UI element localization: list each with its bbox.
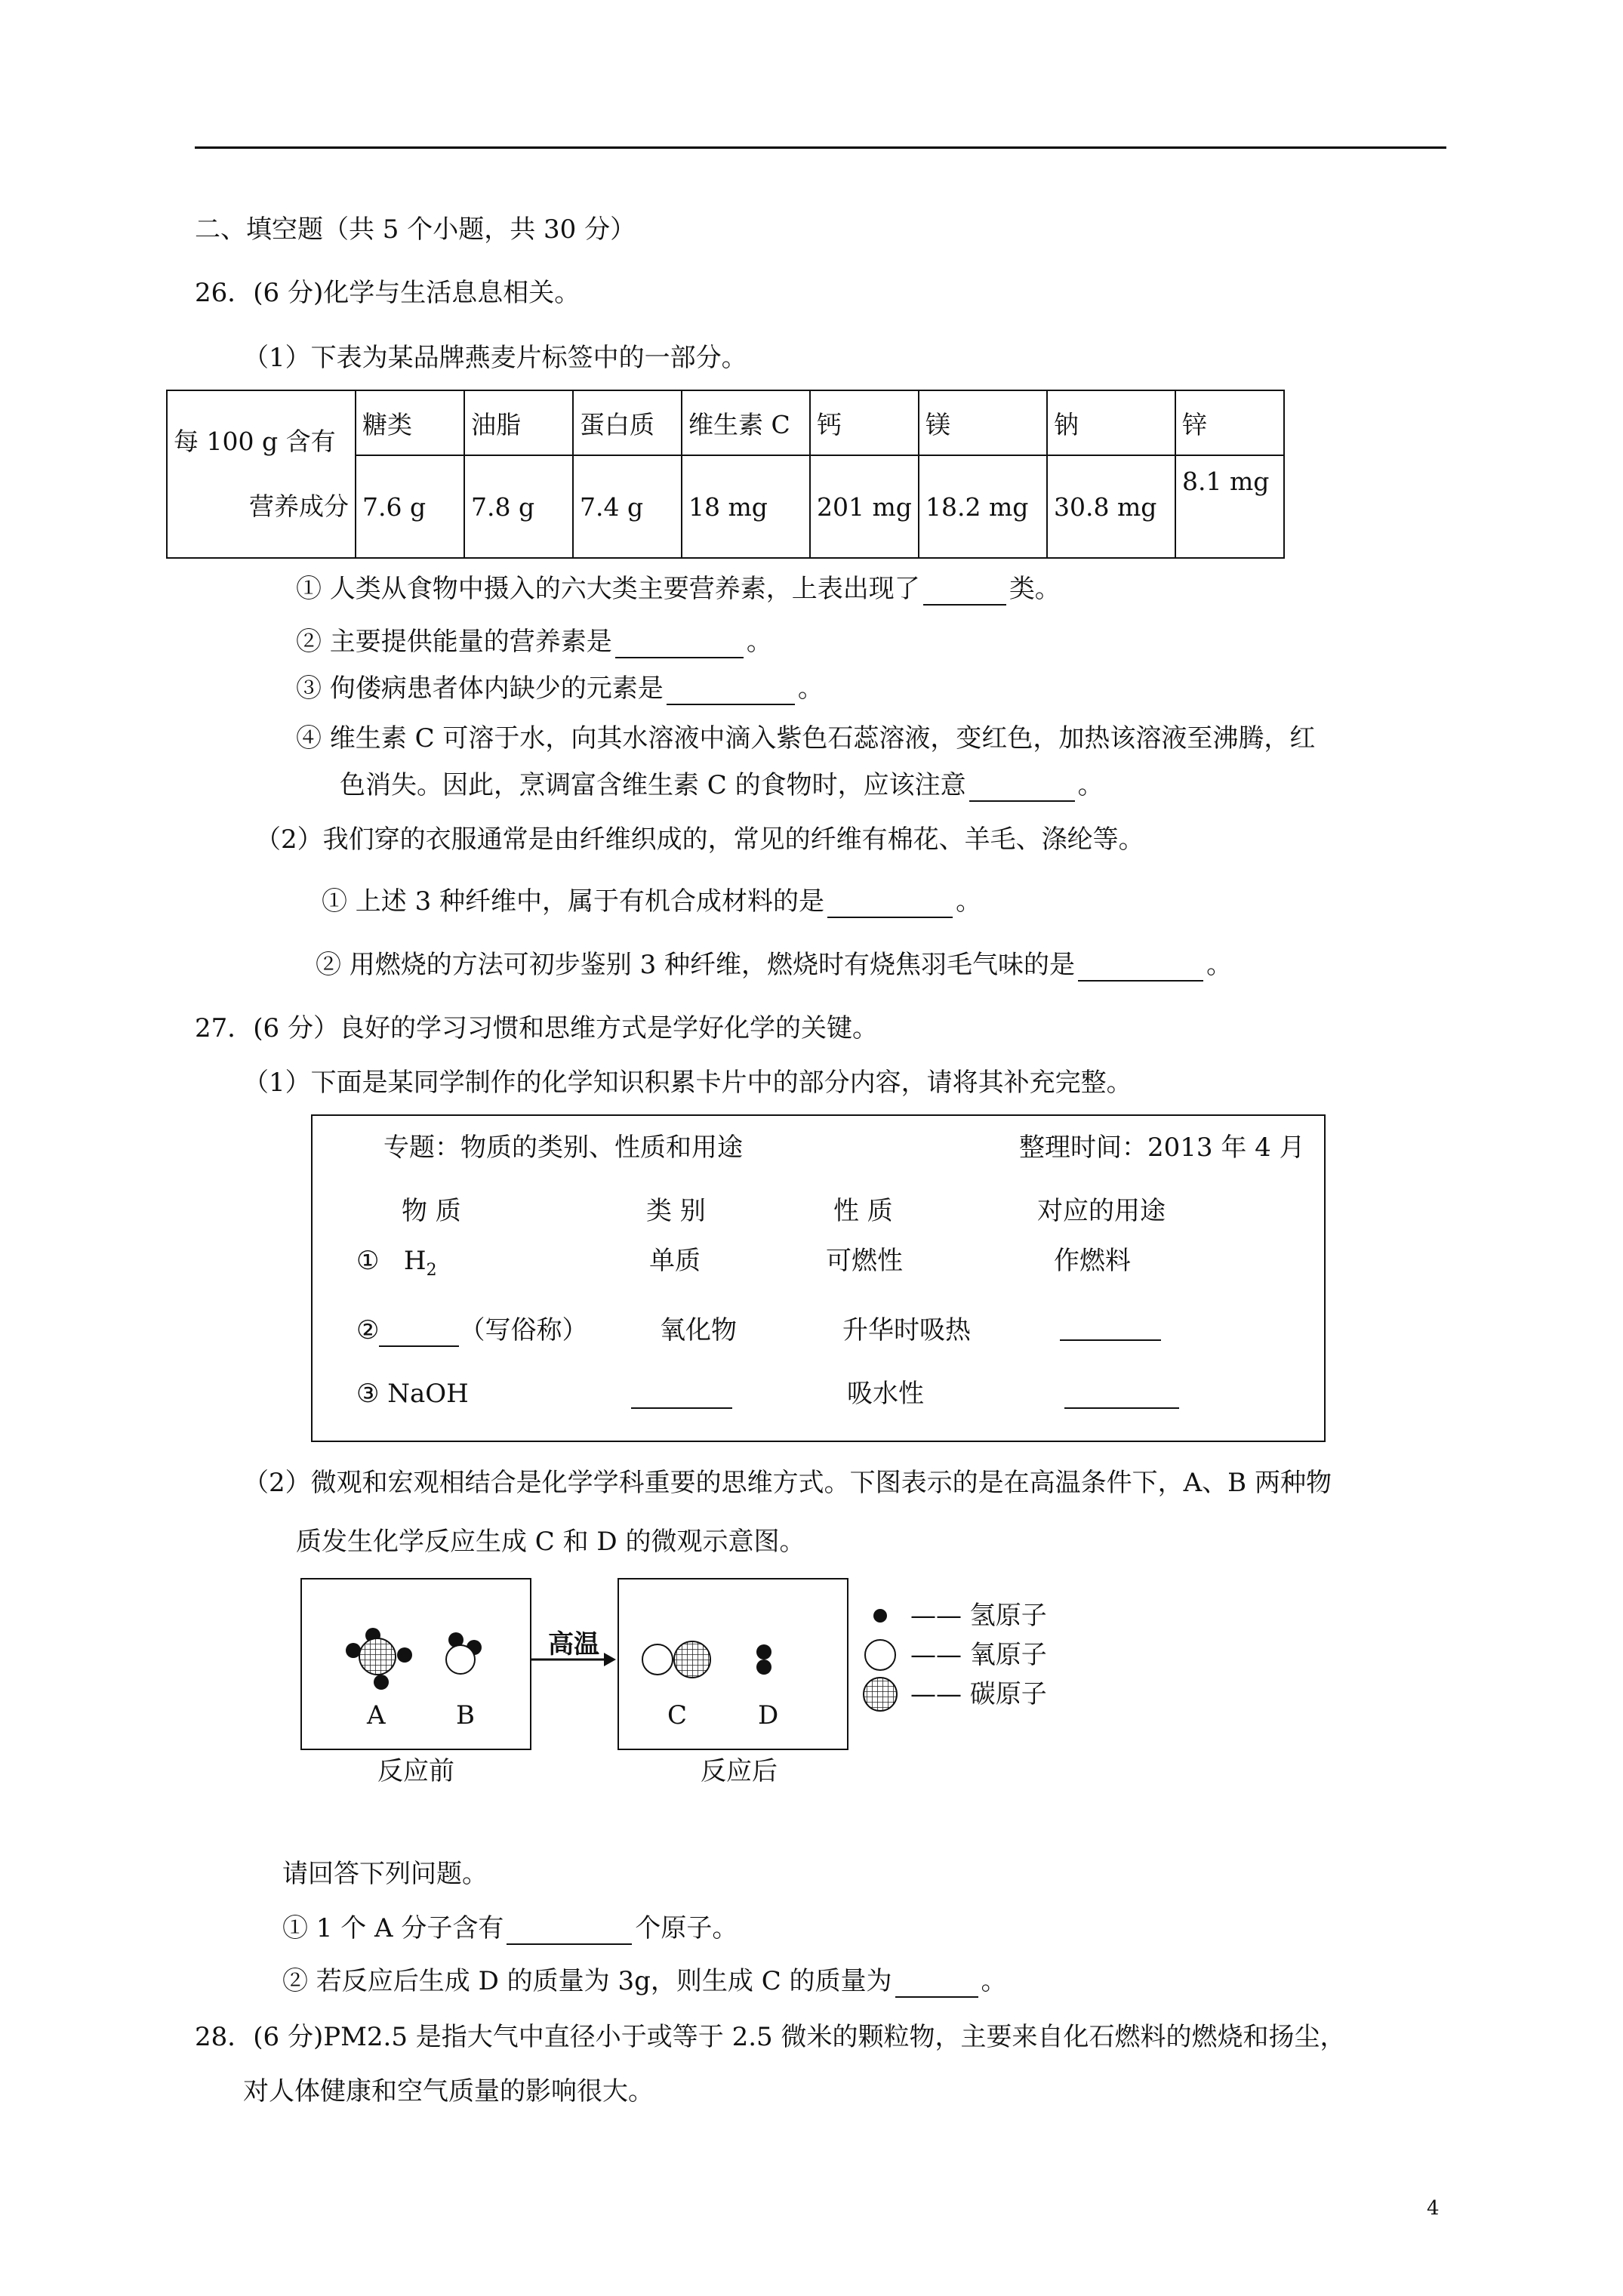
- molecule-b-icon: [446, 1632, 482, 1674]
- q27-item2-tail: 。: [981, 1966, 1007, 1996]
- header-cell: 维生素 C: [682, 390, 810, 455]
- q27-part2-line1: （2）微观和宏观相结合是化学学科重要的思维方式。下图表示的是在高温条件下，A、B 两种物: [243, 1468, 1332, 1498]
- header-cell: 钠: [1047, 390, 1175, 455]
- value-cell: 7.4 g: [573, 455, 682, 558]
- q27-item1-tail: 个原子。: [635, 1913, 738, 1943]
- q26-part2-item1-tail: 。: [956, 886, 982, 917]
- caption-before: 反应前: [377, 1756, 454, 1786]
- molecule-c-icon: [642, 1641, 710, 1678]
- col-category: 类 别: [646, 1196, 706, 1226]
- legend-oxygen: —— 氧原子: [910, 1640, 1047, 1670]
- q26-stem: 26．(6 分)化学与生活息息相关。: [195, 278, 581, 308]
- q27-part2-line2: 质发生化学反应生成 C 和 D 的微观示意图。: [296, 1527, 805, 1557]
- q26-part1: （1）下表为某品牌燕麦片标签中的一部分。: [243, 343, 747, 373]
- page-number: 4: [1427, 2197, 1440, 2220]
- value-cell: 18 mg: [682, 455, 810, 558]
- value-cell: 7.6 g: [356, 455, 464, 558]
- value-cell: 201 mg: [810, 455, 919, 558]
- header-cell: 锌: [1175, 390, 1284, 455]
- q27-item1-text: ① 1 个 A 分子含有: [282, 1913, 504, 1943]
- arrow-label: 高温: [548, 1629, 599, 1660]
- col-property: 性 质: [833, 1196, 893, 1226]
- row3-property: 吸水性: [847, 1379, 924, 1409]
- row2-note: （写俗称）: [459, 1315, 588, 1345]
- row1-property: 可燃性: [826, 1246, 903, 1276]
- header-cell: 蛋白质: [573, 390, 682, 455]
- answer-blank[interactable]: [895, 1971, 978, 1998]
- row2-category: 氧化物: [660, 1315, 737, 1345]
- q28-line2: 对人体健康和空气质量的影响很大。: [243, 2076, 654, 2106]
- answer-blank[interactable]: [507, 1918, 632, 1945]
- row1-formula: H: [403, 1246, 427, 1276]
- label-b: B: [456, 1700, 475, 1730]
- q26-item1-text: ① 人类从食物中摄入的六大类主要营养素，上表出现了: [296, 574, 920, 604]
- row1-category: 单质: [649, 1246, 701, 1276]
- molecule-a-icon: [346, 1628, 412, 1690]
- row1-index: ①: [356, 1246, 380, 1276]
- q26-item4-text: 色消失。因此，烹调富含维生素 C 的食物时，应该注意: [340, 770, 966, 800]
- card-topic: 专题：物质的类别、性质和用途: [383, 1133, 743, 1163]
- row2-index: ②: [356, 1315, 380, 1345]
- caption-after: 反应后: [701, 1756, 778, 1786]
- q28-line1: 28．(6 分)PM2.5 是指大气中直径小于或等于 2.5 微米的颗粒物，主要来自化石燃料的燃烧和扬尘，: [195, 2022, 1346, 2052]
- molecule-d-icon: [756, 1644, 771, 1675]
- row-label-2: 营养成分: [249, 492, 349, 521]
- q27-item2-text: ② 若反应后生成 D 的质量为 3g，则生成 C 的质量为: [282, 1966, 892, 1996]
- row1-use: 作燃料: [1054, 1246, 1131, 1276]
- q26-item3-text: ③ 佝偻病患者体内缺少的元素是: [296, 673, 664, 704]
- q26-item2-tail: 。: [746, 627, 772, 657]
- oxygen-atom-icon: [865, 1640, 895, 1670]
- q26-item1-tail: 类。: [1009, 574, 1061, 604]
- value-cell: 7.8 g: [464, 455, 573, 558]
- legend-hydrogen: —— 氢原子: [910, 1601, 1047, 1631]
- header-cell: 镁: [919, 390, 1047, 455]
- q27-stem: 27．(6 分）良好的学习习惯和思维方式是学好化学的关键。: [195, 1013, 878, 1043]
- q26-part2-item2-tail: 。: [1206, 950, 1233, 980]
- q26-part2-item1-text: ① 上述 3 种纤维中，属于有机合成材料的是: [322, 886, 825, 917]
- row2-property: 升华时吸热: [842, 1315, 971, 1345]
- row3-substance: ③ NaOH: [356, 1379, 469, 1409]
- q26-part2-item2-text: ② 用燃烧的方法可初步鉴别 3 种纤维，燃烧时有烧焦羽毛气味的是: [316, 950, 1076, 980]
- q26-item3-tail: 。: [797, 673, 824, 704]
- header-cell: 糖类: [356, 390, 464, 455]
- value-cell: 8.1 mg: [1175, 455, 1284, 558]
- label-a: A: [367, 1700, 386, 1730]
- row-label-1: 每 100 g 含有: [174, 427, 336, 456]
- carbon-atom-icon: [864, 1678, 897, 1711]
- section-title: 二、填空题（共 5 个小题，共 30 分）: [195, 214, 636, 245]
- hydrogen-atom-icon: [873, 1609, 887, 1623]
- header-cell: 钙: [810, 390, 919, 455]
- q27-item1: [282, 1912, 738, 1945]
- q27-prompt: 请回答下列问题。: [282, 1859, 488, 1889]
- q27-item2: [282, 1965, 1007, 1998]
- q27-part1: （1）下面是某同学制作的化学知识积累卡片中的部分内容，请将其补充完整。: [243, 1068, 1132, 1098]
- q26-part2: （2）我们穿的衣服通常是由纤维织成的，常见的纤维有棉花、羊毛、涤纶等。: [255, 824, 1144, 855]
- label-c: C: [667, 1700, 688, 1730]
- card-date: 整理时间：2013 年 4 月: [1019, 1133, 1305, 1163]
- row1-formula-subscript: 2: [426, 1260, 437, 1280]
- legend-carbon: —— 碳原子: [910, 1679, 1047, 1709]
- label-d: D: [758, 1700, 779, 1730]
- value-cell: 30.8 mg: [1047, 455, 1175, 558]
- col-use: 对应的用途: [1037, 1196, 1166, 1226]
- header-cell: 油脂: [464, 390, 573, 455]
- col-substance: 物 质: [402, 1196, 461, 1226]
- q26-item4-tail: 。: [1077, 770, 1104, 800]
- value-cell: 18.2 mg: [919, 455, 1047, 558]
- q26-item2-text: ② 主要提供能量的营养素是: [296, 627, 612, 657]
- q26-item4-line1: ④ 维生素 C 可溶于水，向其水溶液中滴入紫色石蕊溶液，变红色，加热该溶液至沸腾，红: [296, 723, 1316, 754]
